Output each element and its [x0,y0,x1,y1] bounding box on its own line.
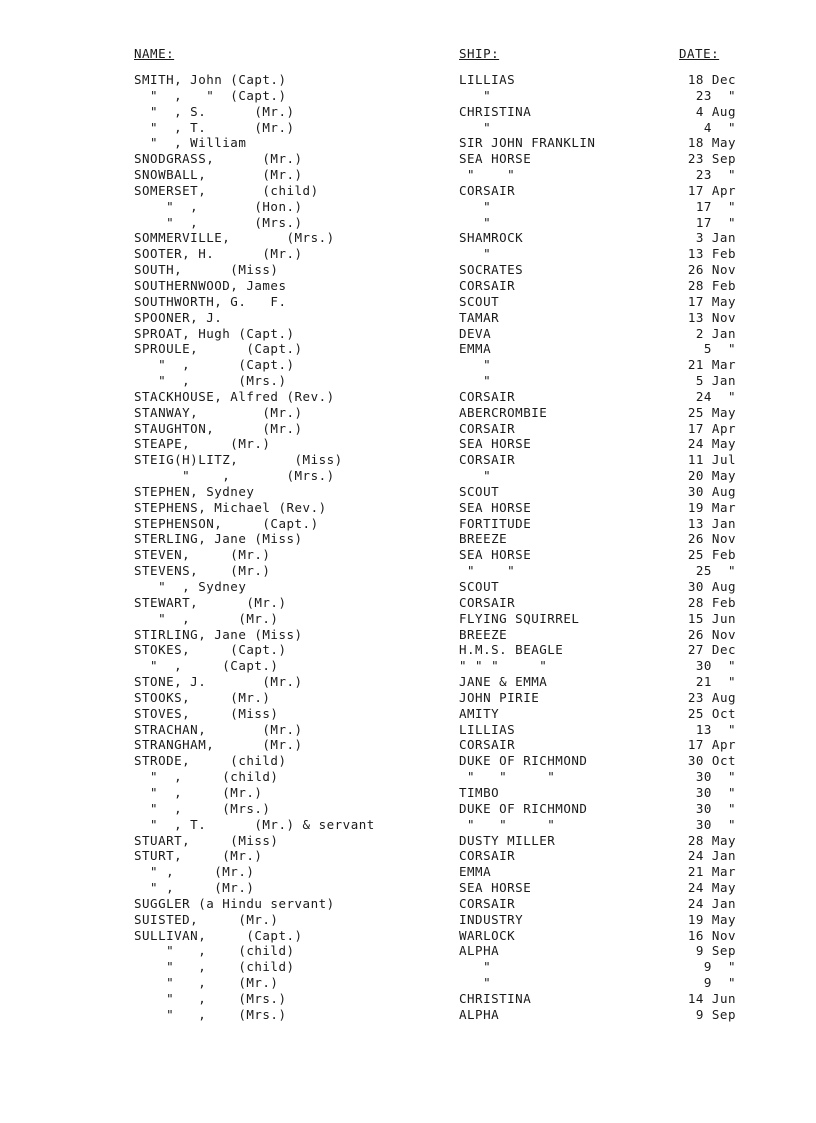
arrival-date: 28 Feb [687,594,736,610]
passenger-name: STEIG(H)LITZ, (Miss) [134,452,343,468]
ship-name: FORTITUDE [459,515,532,531]
passenger-name: SOMERSET, (child) [134,182,319,198]
passenger-name: SULLIVAN, (Capt.) [134,927,303,943]
table-row [0,642,816,658]
passenger-name: " , (Mrs.) [134,214,303,230]
table-row [0,484,816,500]
passenger-name: STAUGHTON, (Mr.) [134,420,303,436]
date-column-header: DATE: [679,46,720,61]
ship-name: SEA HORSE [459,151,532,167]
arrival-date: 25 May [687,404,736,420]
ship-name: " [459,959,492,975]
arrival-date: 24 May [687,880,736,896]
ship-name: CORSAIR [459,848,516,864]
passenger-name: SOUTH, (Miss) [134,262,279,278]
ship-name: SEA HORSE [459,880,532,896]
table-row [0,468,816,484]
ship-name: EMMA [459,341,492,357]
passenger-name: " , (Hon.) [134,198,303,214]
table-row [0,785,816,801]
arrival-date: 25 Feb [687,547,736,563]
ship-name: " " [459,563,516,579]
ship-name: DUKE OF RICHMOND [459,753,588,769]
ship-name: SCOUT [459,483,500,499]
ship-name: SEA HORSE [459,436,532,452]
table-row [0,769,816,785]
table-row [0,848,816,864]
passenger-name: " , (Mrs.) [134,990,287,1006]
passenger-list [0,72,816,1023]
table-row [0,880,816,896]
ship-name: CORSAIR [459,594,516,610]
table-row [0,801,816,817]
passenger-name: " , S. (Mr.) [134,103,295,119]
arrival-date: 26 Nov [687,626,736,642]
passenger-name: SMITH, John (Capt.) [134,72,287,87]
arrival-date: 24 " [695,388,736,404]
passenger-name: SUISTED, (Mr.) [134,911,279,927]
arrival-date: 17 May [687,293,736,309]
passenger-name: STACKHOUSE, Alfred (Rev.) [134,388,335,404]
arrival-date: 24 Jan [687,848,736,864]
passenger-name: " , " (Capt.) [134,87,287,103]
ship-name: SHAMROCK [459,230,524,246]
arrival-date: 30 Aug [687,483,736,499]
passenger-name: STURT, (Mr.) [134,848,263,864]
arrival-date: 20 May [687,468,736,484]
passenger-name: STRODE, (child) [134,753,287,769]
table-row [0,706,816,722]
arrival-date: 15 Jun [687,610,736,626]
ship-name: SCOUT [459,293,500,309]
arrival-date: 23 " [695,167,736,183]
passenger-name: STEPHEN, Sydney [134,483,255,499]
table-row [0,88,816,104]
passenger-name: STIRLING, Jane (Miss) [134,626,303,642]
table-row [0,120,816,136]
arrival-date: 5 Jan [695,373,736,389]
table-row [0,135,816,151]
ship-name: " [459,357,492,373]
passenger-name: STOKES, (Capt.) [134,642,287,658]
table-row [0,674,816,690]
ship-name: WARLOCK [459,927,516,943]
passenger-name: STERLING, Jane (Miss) [134,531,303,547]
table-row [0,389,816,405]
passenger-name: STONE, J. (Mr.) [134,674,303,690]
passenger-name: SPROULE, (Capt.) [134,341,303,357]
passenger-name: SNODGRASS, (Mr.) [134,151,303,167]
ship-name: " [459,119,492,135]
table-row [0,928,816,944]
arrival-date: 25 " [695,563,736,579]
ship-name: ALPHA [459,943,500,959]
arrival-date: 23 " [695,87,736,103]
table-row [0,595,816,611]
arrival-date: 24 May [687,436,736,452]
arrival-date: 28 May [687,832,736,848]
passenger-name: STANWAY, (Mr.) [134,404,303,420]
passenger-name: SOUTHERNWOOD, James [134,277,287,293]
passenger-name: SOMMERVILLE, (Mrs.) [134,230,335,246]
ship-name: CORSAIR [459,452,516,468]
arrival-date: 17 Apr [687,420,736,436]
ship-name: CORSAIR [459,737,516,753]
ship-name: LILLIAS [459,72,516,87]
arrival-date: 17 " [695,198,736,214]
passenger-name: " , (Mrs.) [134,800,271,816]
table-row [0,341,816,357]
passenger-name: " , (child) [134,943,295,959]
passenger-name: " , (Mr.) [134,880,255,896]
ship-name: FLYING SQUIRREL [459,610,580,626]
table-row [0,817,816,833]
table-row [0,658,816,674]
ship-name: " [459,246,492,262]
passenger-name: SPROAT, Hugh (Capt.) [134,325,295,341]
table-row [0,975,816,991]
arrival-date: 13 " [695,721,736,737]
passenger-name: " , (Mr.) [134,864,255,880]
arrival-date: 2 Jan [695,325,736,341]
arrival-date: 28 Feb [687,277,736,293]
table-row [0,563,816,579]
table-row [0,278,816,294]
ship-name: AMITY [459,705,500,721]
arrival-date: 23 Sep [687,151,736,167]
table-row [0,183,816,199]
table-row [0,943,816,959]
ship-name: BREEZE [459,626,508,642]
arrival-date: 26 Nov [687,531,736,547]
table-row [0,991,816,1007]
passenger-name: SPOONER, J. [134,309,223,325]
ship-name: " " [459,167,516,183]
ship-name: H.M.S. BEAGLE [459,642,564,658]
ship-name: ALPHA [459,1006,500,1022]
table-row [0,215,816,231]
ship-name: DUKE OF RICHMOND [459,800,588,816]
passenger-name: " , (Capt.) [134,658,279,674]
passenger-name: " , (child) [134,769,279,785]
table-row [0,294,816,310]
passenger-name: STOVES, (Miss) [134,705,279,721]
passenger-name: STEAPE, (Mr.) [134,436,271,452]
passenger-name: " , T. (Mr.) [134,119,295,135]
ship-name: " [459,373,492,389]
passenger-name: STRACHAN, (Mr.) [134,721,303,737]
table-row [0,421,816,437]
ship-name: LILLIAS [459,721,516,737]
arrival-date: 30 " [695,784,736,800]
arrival-date: 11 Jul [687,452,736,468]
table-row [0,611,816,627]
arrival-date: 23 Aug [687,689,736,705]
table-row [0,357,816,373]
arrival-date: 13 Feb [687,246,736,262]
ship-name: CHRISTINA [459,103,532,119]
passenger-name: STEVENS, (Mr.) [134,563,271,579]
passenger-name: " , (Capt.) [134,357,295,373]
ship-name: TIMBO [459,784,500,800]
ship-name: " " " " [459,658,548,674]
passenger-name: " , (Mrs.) [134,373,287,389]
arrival-date: 30 Aug [687,579,736,594]
table-row [0,405,816,421]
arrival-date: 21 Mar [687,864,736,880]
passenger-name: " , (Mr.) [134,784,263,800]
arrival-date: 30 " [695,816,736,832]
passenger-name: STRANGHAM, (Mr.) [134,737,303,753]
table-row [0,199,816,215]
arrival-date: 9 " [703,975,736,991]
table-row [0,722,816,738]
table-row [0,230,816,246]
arrival-date: 9 " [703,959,736,975]
ship-name: " [459,198,492,214]
ship-name: INDUSTRY [459,911,524,927]
arrival-date: 30 " [695,658,736,674]
table-row [0,833,816,849]
table-row [0,959,816,975]
arrival-date: 13 Jan [687,515,736,531]
table-row [0,151,816,167]
arrival-date: 17 " [695,214,736,230]
ship-name: TAMAR [459,309,500,325]
ship-name: CORSAIR [459,420,516,436]
table-row [0,627,816,643]
passenger-name: " , (child) [134,959,295,975]
table-row [0,310,816,326]
arrival-date: 13 Nov [687,309,736,325]
table-row [0,72,816,88]
passenger-name: " , T. (Mr.) & servant [134,816,375,832]
passenger-name: " , William [134,135,247,151]
arrival-date: 4 " [703,119,736,135]
table-row [0,167,816,183]
ship-name: JOHN PIRIE [459,689,540,705]
arrival-date: 4 Aug [695,103,736,119]
passenger-name: " , (Mrs.) [134,1006,287,1022]
arrival-date: 17 Apr [687,737,736,753]
passenger-name: " , (Mr.) [134,610,279,626]
passenger-name: STEPHENS, Michael (Rev.) [134,499,327,515]
arrival-date: 18 May [687,135,736,151]
table-row [0,452,816,468]
passenger-name: " , Sydney [134,579,247,594]
ship-name: EMMA [459,864,492,880]
arrival-date: 30 " [695,769,736,785]
table-row [0,753,816,769]
ship-name: CORSAIR [459,277,516,293]
arrival-date: 27 Dec [687,642,736,658]
passenger-name: STEPHENSON, (Capt.) [134,515,319,531]
arrival-date: 9 Sep [695,1006,736,1022]
table-row [0,373,816,389]
arrival-date: 21 Mar [687,357,736,373]
table-row [0,326,816,342]
table-row [0,864,816,880]
table-row [0,500,816,516]
table-row [0,516,816,532]
passenger-name: STEWART, (Mr.) [134,594,287,610]
arrival-date: 19 May [687,911,736,927]
arrival-date: 21 " [695,674,736,690]
passenger-name: STOOKS, (Mr.) [134,689,271,705]
ship-name: JANE & EMMA [459,674,548,690]
table-row [0,579,816,595]
passenger-name: STUART, (Miss) [134,832,279,848]
table-row [0,262,816,278]
ship-name: " [459,214,492,230]
arrival-date: 9 Sep [695,943,736,959]
table-row [0,1007,816,1023]
passenger-name: " , (Mr.) [134,975,279,991]
table-row [0,737,816,753]
passenger-name: SOUTHWORTH, G. F. [134,293,287,309]
passenger-name: SUGGLER (a Hindu servant) [134,895,335,911]
passenger-name: " , (Mrs.) [134,468,335,484]
ship-name: CHRISTINA [459,990,532,1006]
table-row [0,104,816,120]
ship-name: DEVA [459,325,492,341]
ship-name: BREEZE [459,531,508,547]
ship-name: SIR JOHN FRANKLIN [459,135,596,151]
passenger-name: STEVEN, (Mr.) [134,547,271,563]
ship-name: ABERCROMBIE [459,404,548,420]
ship-name: " [459,975,492,991]
ship-name: SEA HORSE [459,547,532,563]
table-row [0,531,816,547]
ship-column-header: SHIP: [459,46,500,61]
ship-name: " [459,468,492,484]
arrival-date: 14 Jun [687,990,736,1006]
ship-name: SCOUT [459,579,500,594]
table-row [0,896,816,912]
ship-name: " [459,87,492,103]
passenger-name: SOOTER, H. (Mr.) [134,246,303,262]
arrival-date: 18 Dec [687,72,736,87]
table-row [0,246,816,262]
arrival-date: 25 Oct [687,705,736,721]
table-row [0,912,816,928]
arrival-date: 24 Jan [687,895,736,911]
ship-name: " " " [459,769,556,785]
arrival-date: 5 " [703,341,736,357]
arrival-date: 30 " [695,800,736,816]
arrival-date: 26 Nov [687,262,736,278]
ship-name: DUSTY MILLER [459,832,556,848]
ship-name: SOCRATES [459,262,524,278]
arrival-date: 16 Nov [687,927,736,943]
table-row [0,436,816,452]
ship-name: CORSAIR [459,895,516,911]
ship-name: CORSAIR [459,182,516,198]
table-row [0,547,816,563]
arrival-date: 17 Apr [687,182,736,198]
ship-name: CORSAIR [459,388,516,404]
passenger-name: SNOWBALL, (Mr.) [134,167,303,183]
table-row [0,690,816,706]
arrival-date: 30 Oct [687,753,736,769]
arrival-date: 19 Mar [687,499,736,515]
ship-name: SEA HORSE [459,499,532,515]
name-column-header: NAME: [134,46,175,61]
arrival-date: 3 Jan [695,230,736,246]
ship-name: " " " [459,816,556,832]
